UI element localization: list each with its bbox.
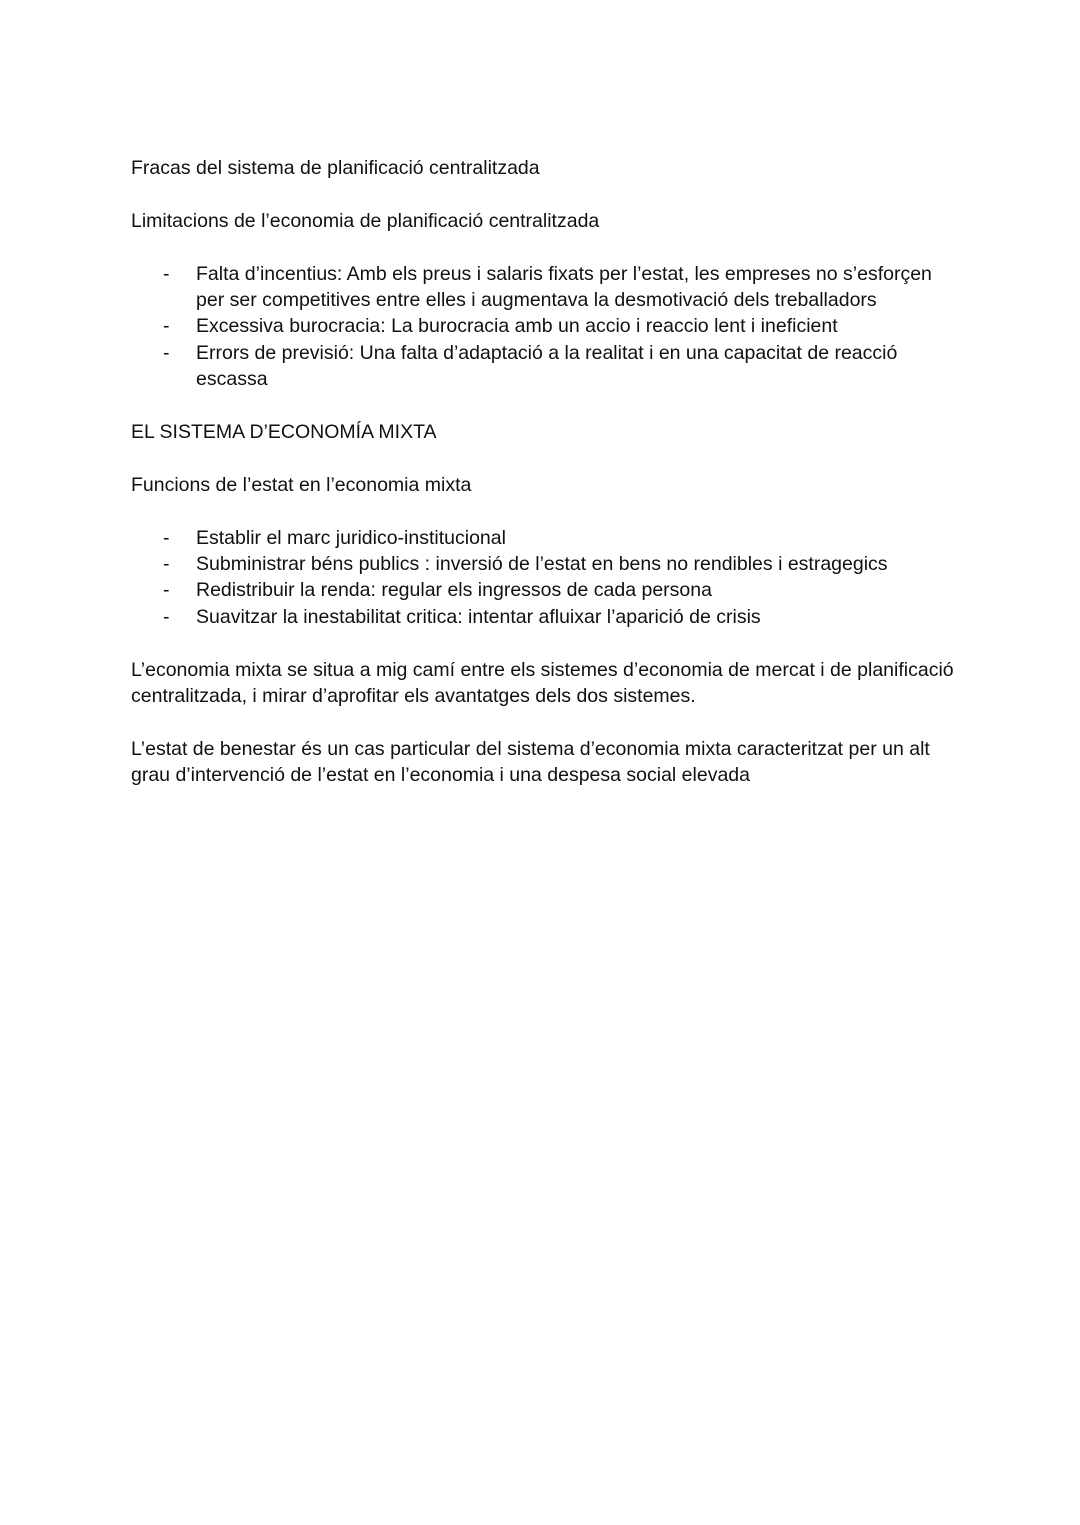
list-item [131,551,961,577]
list-item [131,261,961,314]
list-item-text: Establir el marc juridico-institucional [196,526,506,549]
dash-bullet: - [163,605,170,628]
list-item-text: Errors de previsió: Una falta d’adaptació a la realitat i en una capacitat de reacció escassa [196,341,898,391]
list-item [131,313,961,339]
list-item [131,340,961,393]
dash-bullet: - [163,315,170,338]
dash-bullet: - [163,553,170,576]
dash-bullet: - [163,341,170,364]
list-item [131,525,961,551]
subsection-title-funcions: Funcions de l’estat en l’economia mixta [131,473,472,496]
list-item-text: Falta d’incentius: Amb els preus i salaris fixats per l’estat, les empreses no s’esforçen per ser competitives entre elles i augmentava la desmotivació dels treballadors [196,262,932,311]
list-item-text: Subministrar béns publics : inversió de l’estat en bens no rendibles i estragegics [196,553,888,576]
dash-bullet: - [163,579,170,602]
functions-list [131,525,961,631]
list-item-text: Excessiva burocracia: La burocracia amb un accio i reaccio lent i ineficient [196,315,838,338]
paragraph-estat-benestar: L’estat de benestar és un cas particular del sistema d’economia mixta caracteritzat per un alt grau d’intervenció de l’estat en l’economia i una despesa social elevada [131,737,930,787]
list-item-text: Redistribuir la renda: regular els ingressos de cada persona [196,579,712,602]
subsection-title-limitacions: Limitacions de l’economia de planificació centralitzada [131,209,600,232]
list-item-text: Suavitzar la inestabilitat critica: intentar afluixar l’aparició de crisis [196,605,761,628]
limitations-list [131,261,961,393]
section-title-economia-mixta: EL SISTEMA D’ECONOMÍA MIXTA [131,421,437,444]
list-item [131,604,961,630]
document-body [131,155,961,815]
section-title-planificacio: Fracas del sistema de planificació centralitzada [131,157,540,179]
dash-bullet: - [163,262,170,285]
paragraph-economia-mixta: L’economia mixta se situa a mig camí entre els sistemes d’economia de mercat i de planificació centralitzada, i mirar d’aprofitar els avantatges dels dos sistemes. [131,658,954,708]
list-item [131,577,961,603]
dash-bullet: - [163,526,170,549]
